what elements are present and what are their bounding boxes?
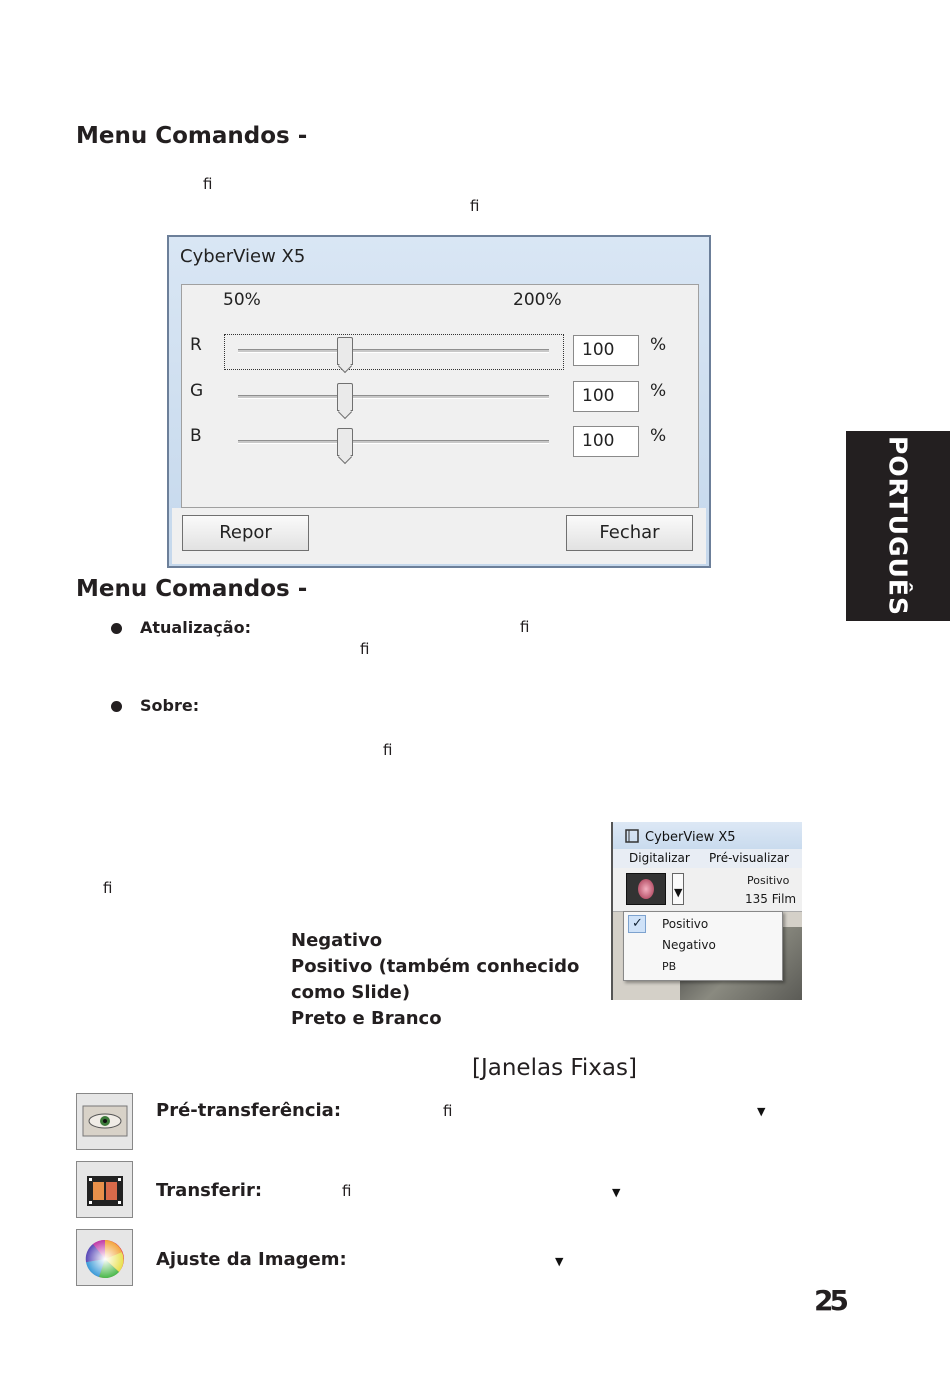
- page-number: 25: [814, 1284, 845, 1317]
- mini-menubar: [613, 849, 802, 868]
- unit-label-b: %: [650, 426, 667, 446]
- bullet-icon: [111, 623, 122, 634]
- channel-label-r: R: [190, 335, 202, 355]
- film-app-icon: [625, 829, 639, 843]
- text-fragment: ﬁ: [383, 741, 393, 759]
- item-label-prescan: Pré-transferência:: [156, 1100, 342, 1121]
- slider-thumb-r[interactable]: [337, 337, 353, 365]
- language-tab-label: PORTUGUÊS: [883, 436, 913, 616]
- reset-button[interactable]: Repor: [182, 515, 309, 551]
- slider-thumb-g[interactable]: [337, 383, 353, 411]
- value-input-r[interactable]: 100: [573, 335, 639, 366]
- film-type-item: como Slide): [291, 982, 411, 1003]
- dialog-panel: [181, 284, 699, 508]
- bullet-label-update: Atualização:: [140, 618, 251, 637]
- unit-label-r: %: [650, 335, 667, 355]
- slider-track-r[interactable]: [238, 349, 549, 353]
- menu-scan[interactable]: Digitalizar: [629, 851, 690, 865]
- slider-track-b[interactable]: [238, 440, 549, 444]
- text-fragment: ﬁ: [103, 879, 113, 897]
- section-heading-commands-2: Menu Comandos -: [76, 576, 308, 602]
- slider-thumb-b[interactable]: [337, 428, 353, 456]
- unit-label-g: %: [650, 381, 667, 401]
- film-type-screenshot: [611, 822, 802, 1000]
- value-input-g[interactable]: 100: [573, 381, 639, 412]
- dropdown-arrow-icon: ▼: [555, 1255, 564, 1268]
- status-film-format: 135 Film: [745, 892, 797, 906]
- check-icon: ✓: [628, 915, 646, 933]
- status-film-type: Positivo: [747, 874, 790, 887]
- channel-label-g: G: [190, 381, 204, 401]
- film-type-icon[interactable]: [626, 873, 666, 905]
- color-balance-dialog: [167, 235, 711, 568]
- section-heading-commands: Menu Comandos -: [76, 123, 308, 149]
- menu-preview[interactable]: Pré-visualizar: [709, 851, 789, 865]
- text-fragment: ﬁ: [443, 1102, 453, 1120]
- text-fragment: ﬁ: [342, 1182, 352, 1200]
- mini-title: CyberView X5: [645, 830, 736, 845]
- dropdown-arrow-icon[interactable]: ▼: [672, 873, 684, 905]
- eye-icon[interactable]: [76, 1093, 133, 1150]
- close-button[interactable]: Fechar: [566, 515, 693, 551]
- text-fragment: ﬁ: [470, 197, 480, 215]
- mini-titlebar: [613, 822, 802, 849]
- color-wheel-icon[interactable]: [76, 1229, 133, 1286]
- film-type-item: Negativo: [291, 930, 383, 951]
- dropdown-arrow-icon: ▼: [612, 1186, 621, 1199]
- value-input-b[interactable]: 100: [573, 426, 639, 457]
- option-bw[interactable]: PB: [662, 960, 677, 973]
- item-label-transfer: Transferir:: [156, 1180, 263, 1201]
- film-type-dropdown: [623, 911, 783, 981]
- option-positive[interactable]: Positivo: [662, 917, 709, 931]
- film-strip-icon[interactable]: [76, 1161, 133, 1218]
- dropdown-arrow-icon: ▼: [757, 1105, 766, 1118]
- min-percent-label: 50%: [223, 290, 261, 310]
- text-fragment: ﬁ: [360, 640, 370, 658]
- dialog-footer: [172, 508, 706, 564]
- bullet-label-about: Sobre:: [140, 696, 200, 715]
- slider-track-g[interactable]: [238, 395, 549, 399]
- film-type-item: Positivo (também conhecido: [291, 956, 580, 977]
- language-tab: [846, 431, 950, 621]
- item-label-image-adjust: Ajuste da Imagem:: [156, 1249, 347, 1270]
- channel-label-b: B: [190, 426, 202, 446]
- mini-toolbar: [613, 868, 802, 912]
- option-negative[interactable]: Negativo: [662, 938, 716, 952]
- fixed-windows-heading: [Janelas Fixas]: [472, 1055, 637, 1081]
- film-type-item: Preto e Branco: [291, 1008, 442, 1029]
- max-percent-label: 200%: [513, 290, 562, 310]
- bullet-icon: [111, 701, 122, 712]
- film-type-list: [291, 928, 579, 1032]
- dialog-title: CyberView X5: [180, 246, 306, 267]
- text-fragment: ﬁ: [520, 618, 530, 636]
- text-fragment: ﬁ: [203, 175, 213, 193]
